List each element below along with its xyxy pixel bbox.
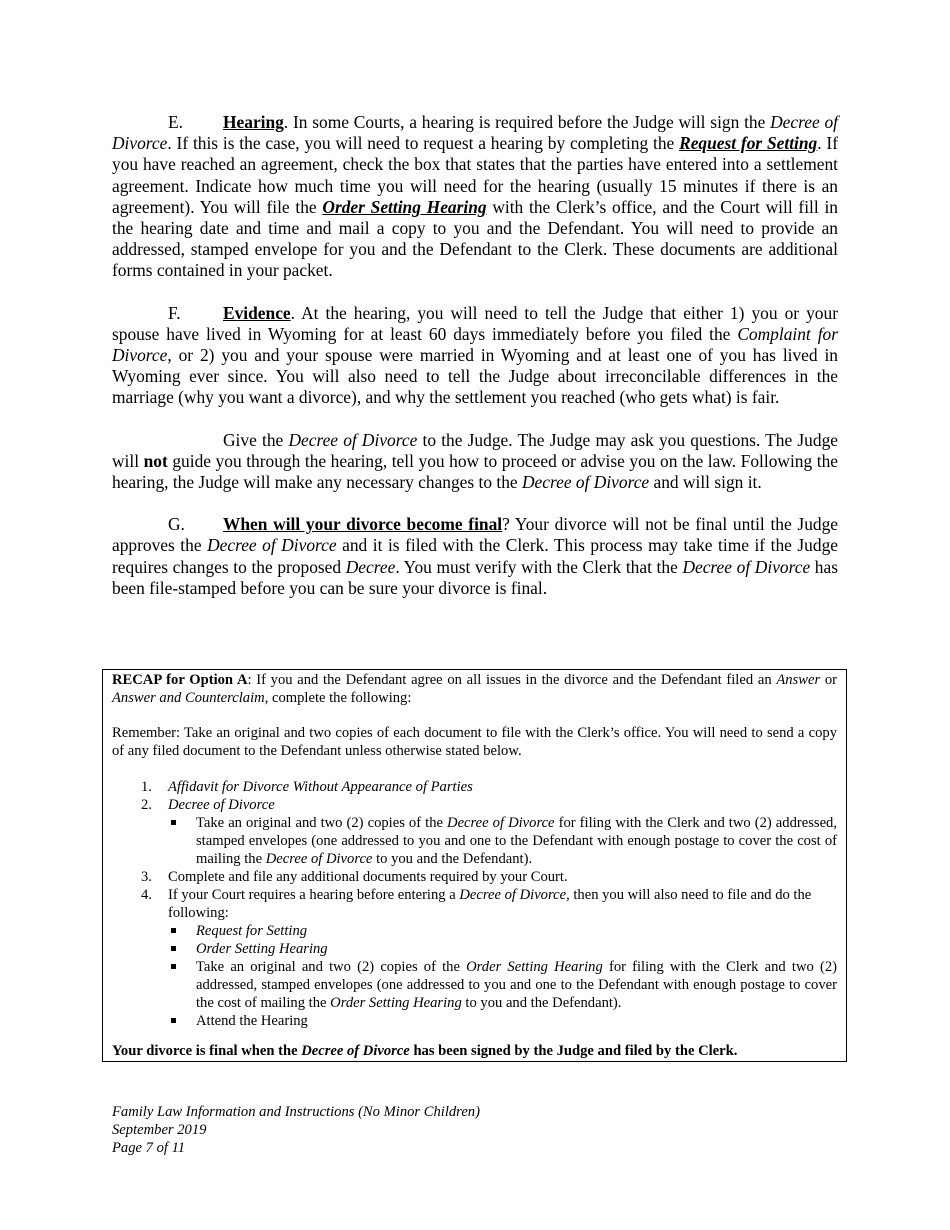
- recap-intro: RECAP for Option A: If you and the Defendant agree on all issues in the divorce and the Defendant filed an Answer or Answer and Counterclaim, complete the following:: [112, 672, 837, 706]
- section-e-hearing: E. Hearing. In some Courts, a hearing is required before the Judge will sign the Decree of Divorce. If this is the case, you will need to request a hearing by completing the Request for Setting. If you have reached an agreement, check the box that states that the parties have entered into a settlement agreement. Indicate how much time you will need for the hearing (usually 15 minutes if there is an agreement). You will file the Order Setting Hearing with the Clerk’s office, and the Court will fill in the hearing date and time and mail a copy to you and the Defendant. You will need to provide an addressed, stamped envelope for you and the Defendant to the Clerk. These documents are additional forms contained in your packet.: [112, 112, 838, 281]
- sub-list-item: Request for Setting: [168, 922, 837, 940]
- sub-list-item: Attend the Hearing: [168, 1012, 837, 1030]
- section-heading: When will your divorce become final: [223, 514, 503, 535]
- recap-remember: Remember: Take an original and two copies of each document to file with the Clerk’s office. You will need to send a copy of any filed document to the Defendant unless otherwise stated below.: [112, 725, 837, 759]
- sub-list: [168, 922, 837, 1030]
- recap-steps-list: [112, 778, 837, 1030]
- recap-title: RECAP for Option A: [112, 672, 248, 688]
- doc-title-ref: Decree of Divorce: [288, 429, 418, 450]
- sub-list-item: Take an original and two (2) copies of the Decree of Divorce for filing with the Clerk and two (2) addressed, stamped envelopes (one addressed to you and one to the Defendant with enough postage to cover the cost of mailing the Decree of Divorce to you and the Defendant).: [168, 814, 837, 868]
- section-g-final: G. When will your divorce become final? Your divorce will not be final until the Judge approves the Decree of Divorce and it is filed with the Clerk. This process may take time if the Judge requires changes to the proposed Decree. You must verify with the Clerk that the Decree of Divorce has been file-stamped before you can be sure your divorce is final.: [112, 514, 838, 598]
- list-item: 3. Complete and file any additional documents required by your Court.: [141, 869, 568, 885]
- footer-title: Family Law Information and Instructions (No Minor Children): [112, 1104, 480, 1120]
- square-bullet-icon: [171, 964, 176, 969]
- square-bullet-icon: [171, 928, 176, 933]
- section-f-evidence: F. Evidence. At the hearing, you will need to tell the Judge that either 1) you or your spouse have lived in Wyoming for at least 60 days immediately before you filed the Complaint for Divorce, or 2) you and your spouse were married in Wyoming and at least one of you has lived in Wyoming ever since. You will also need to tell the Judge about irreconcilable differences in the marriage (why you want a divorce), and why the settlement you reached (who gets what) is fair.: [112, 302, 839, 408]
- section-heading: Evidence: [223, 302, 291, 323]
- doc-title-ref: Decree of Divorce: [112, 112, 838, 154]
- recap-final-statement: Your divorce is final when the Decree of Divorce has been signed by the Judge and filed by the Clerk.: [112, 1043, 738, 1059]
- list-item: 2. Decree of Divorce Take an original and two (2) copies of the Decree of Divorce for filing with the Clerk and two (2) addressed, stamped envelopes (one addressed to you and one to the Defendant with enough postage to cover the cost of mailing the Decree of Divorce to you and the Defendant).: [141, 797, 837, 867]
- section-heading: Hearing: [223, 112, 284, 132]
- section-letter: E.: [168, 112, 183, 132]
- footer-date: September 2019: [112, 1122, 207, 1138]
- recap-box: [102, 669, 847, 1062]
- section-letter: F.: [168, 302, 181, 323]
- give-decree-paragraph: Give the Decree of Divorce to the Judge. The Judge may ask you questions. The Judge will not guide you through the hearing, tell you how to proceed or advise you on the law. Following the hearing, the Judge will make any necessary changes to the Decree of Divorce and will sign it.: [112, 429, 838, 493]
- section-letter: G.: [168, 514, 185, 535]
- list-item: 1. Affidavit for Divorce Without Appearance of Parties: [141, 779, 473, 795]
- document-body: [112, 112, 838, 599]
- doc-title-ref: Decree of Divorce: [682, 556, 811, 577]
- square-bullet-icon: [171, 946, 176, 951]
- doc-title-ref: Decree of Divorce: [522, 472, 650, 493]
- square-bullet-icon: [171, 1018, 176, 1023]
- page-footer: [112, 1103, 480, 1157]
- sub-list-item: Take an original and two (2) copies of the Order Setting Hearing for filing with the Clerk and two (2) addressed, stamped envelopes (one addressed to you and one to the Defendant with enough postage to cover the cost of mailing the Order Setting Hearing to you and the Defendant).: [168, 958, 837, 1012]
- emphasis-not: not: [143, 450, 168, 471]
- sub-list-item: Order Setting Hearing: [168, 940, 837, 958]
- sub-list: [168, 814, 837, 868]
- list-item: 4. If your Court requires a hearing before entering a Decree of Divorce, then you will also need to file and do the following: Request for Setting Order Setting Hearing Take an original and two (2) copies of the Order Setting Hearing for filing with the Clerk and two (2) addressed, stamped envelopes (one addressed to you and one to the Defendant with enough postage to cover the cost of mailing the Order Setting Hearing to you and the Defendant). Attend the Hearing: [141, 887, 837, 1029]
- page-number: Page 7 of 11: [112, 1140, 186, 1156]
- doc-title-ref: Complaint for Divorce: [112, 323, 839, 366]
- form-name-ref: Request for Setting: [679, 133, 818, 154]
- square-bullet-icon: [171, 820, 176, 825]
- form-name-ref: Order Setting Hearing: [322, 196, 487, 217]
- doc-title-ref: Decree of Divorce: [207, 535, 337, 556]
